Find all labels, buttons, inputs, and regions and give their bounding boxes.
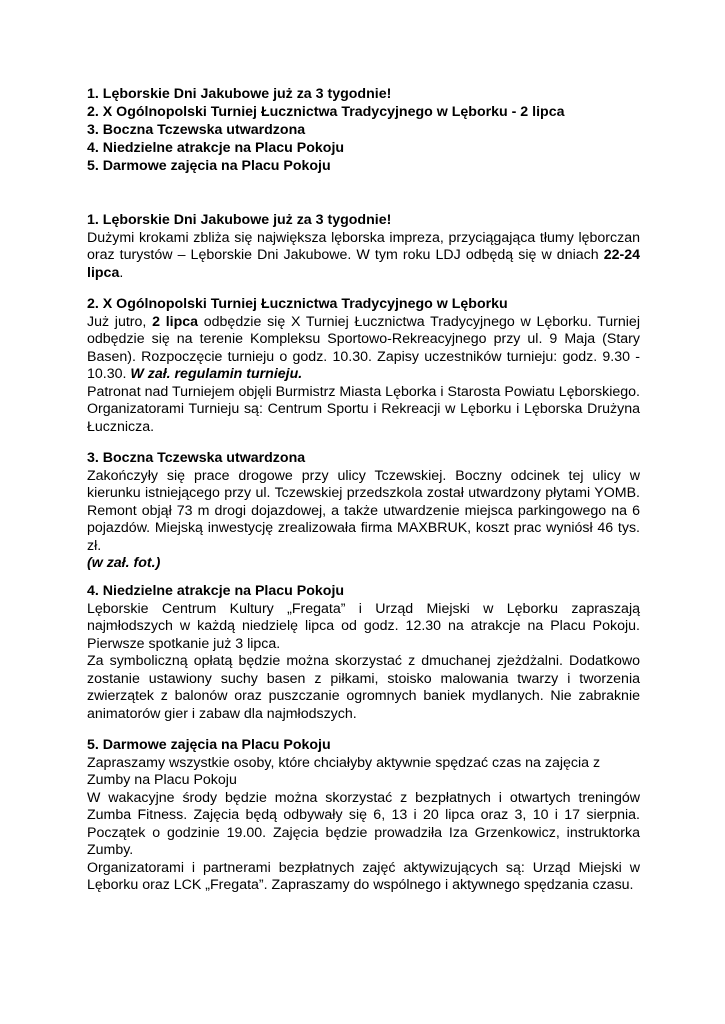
- toc-item-1: 1. Lęborskie Dni Jakubowe już za 3 tygodnie!: [87, 86, 392, 102]
- section-title: 4. Niedzielne atrakcje na Placu Pokoju: [87, 583, 345, 599]
- section-sunday-attractions: [87, 583, 640, 723]
- attachment-note: W zał. regulamin turnieju.: [130, 366, 303, 382]
- text-run: odbędzie się X Turniej Łucznictwa Tradycyjnego w Lęborku. Turniej odbędzie się na terenie Kompleksu Sportowo-Rekreacyjnego przy ul. 9 Maja (Stary Basen). Rozpoczęcie turnieju o godz. 10.30. Zapisy uczestników turnieju: godz. 9.30 - 10.30.: [87, 313, 640, 382]
- section-ldj: [87, 212, 640, 282]
- date-highlight: 22-24 lipca: [87, 247, 640, 281]
- section-archery-tournament: [87, 296, 640, 436]
- toc-item-3: 3. Boczna Tczewska utwardzona: [87, 122, 306, 138]
- section-title: 5. Darmowe zajęcia na Placu Pokoju: [87, 737, 331, 753]
- attachment-note: (w zał. fot.): [87, 555, 161, 571]
- date-highlight: 2 lipca: [152, 313, 199, 330]
- text-run: Dużymi krokami zbliża się największa lęborska impreza, przyciągająca tłumy lęborczan oraz turystów – Lęborskie Dni Jakubowe. W tym roku LDJ odbędą się w dniach: [87, 229, 640, 263]
- section-paragraph: Organizatorami i partnerami bezpłatnych zajęć aktywizujących są: Urząd Miejski w Lęborku oraz LCK „Fregata”. Zapraszamy do wspólnego i aktywnego spędzania czasu.: [87, 859, 640, 893]
- section-title: 2. X Ogólnopolski Turniej Łucznictwa Tradycyjnego w Lęborku: [87, 296, 508, 312]
- toc-item-5: 5. Darmowe zajęcia na Placu Pokoju: [87, 158, 331, 174]
- section-paragraph: [87, 314, 640, 384]
- section-paragraph: W wakacyjne środy będzie można skorzystać z bezpłatnych i otwartych treningów Zumba Fitness. Zajęcia będą odbywały się 6, 13 i 20 lipca oraz 3, 10 i 17 sierpnia. Początek o godzinie 19.00. Zajęcia będzie prowadziła Iza Grzenkowicz, instruktorka Zumby.: [87, 789, 640, 858]
- section-paragraph: [87, 230, 640, 283]
- section-tczewska-road: [87, 450, 640, 573]
- toc-item-4: 4. Niedzielne atrakcje na Placu Pokoju: [87, 140, 345, 156]
- toc-item-2: 2. X Ogólnopolski Turniej Łucznictwa Tradycyjnego w Lęborku - 2 lipca: [87, 104, 565, 120]
- section-paragraph: Zakończyły się prace drogowe przy ulicy Tczewskiej. Boczny odcinek tej ulicy w kierunku istniejącego przy ul. Tczewskiej przedszkola został utwardzony płytami YOMB. Remont objął 73 m drogi dojazdowej, a także utwardzenie miejsca parkingowego na 6 pojazdów. Miejską inwestycję zrealizowała firma MAXBRUK, koszt prac wyniósł 46 tys. zł.: [87, 467, 640, 554]
- section-paragraph: Za symboliczną opłatą będzie można skorzystać z dmuchanej zjeżdżalni. Dodatkowo zostanie ustawiony suchy basen z piłkami, stoisko malowania twarzy i tworzenia zwierzątek z balonów oraz puszczanie ogromnych baniek mydlanych. Nie zabraknie animatorów gier i zabaw dla najmłodszych.: [87, 653, 640, 722]
- section-free-classes: [87, 737, 640, 895]
- section-title: 1. Lęborskie Dni Jakubowe już za 3 tygodnie!: [87, 212, 392, 228]
- section-title: 3. Boczna Tczewska utwardzona: [87, 450, 306, 466]
- section-paragraph: Zapraszamy wszystkie osoby, które chciałyby aktywnie spędzać czas na zajęcia z Zumby na Placu Pokoju: [87, 754, 601, 788]
- text-run: Już jutro,: [87, 313, 153, 330]
- text-run: .: [119, 264, 124, 281]
- section-paragraph: Patronat nad Turniejem objęli Burmistrz Miasta Lęborka i Starosta Powiatu Lęborskiego. Organizatorami Turnieju są: Centrum Sportu i Rekreacji w Lęborku i Lęborska Drużyna Łucznicza.: [87, 383, 640, 435]
- table-of-contents: [87, 85, 647, 175]
- section-paragraph: Lęborskie Centrum Kultury „Fregata” i Urząd Miejski w Lęborku zapraszają najmłodszych w każdą niedzielę lipca od godz. 12.30 na atrakcje na Placu Pokoju. Pierwsze spotkanie już 3 lipca.: [87, 600, 640, 652]
